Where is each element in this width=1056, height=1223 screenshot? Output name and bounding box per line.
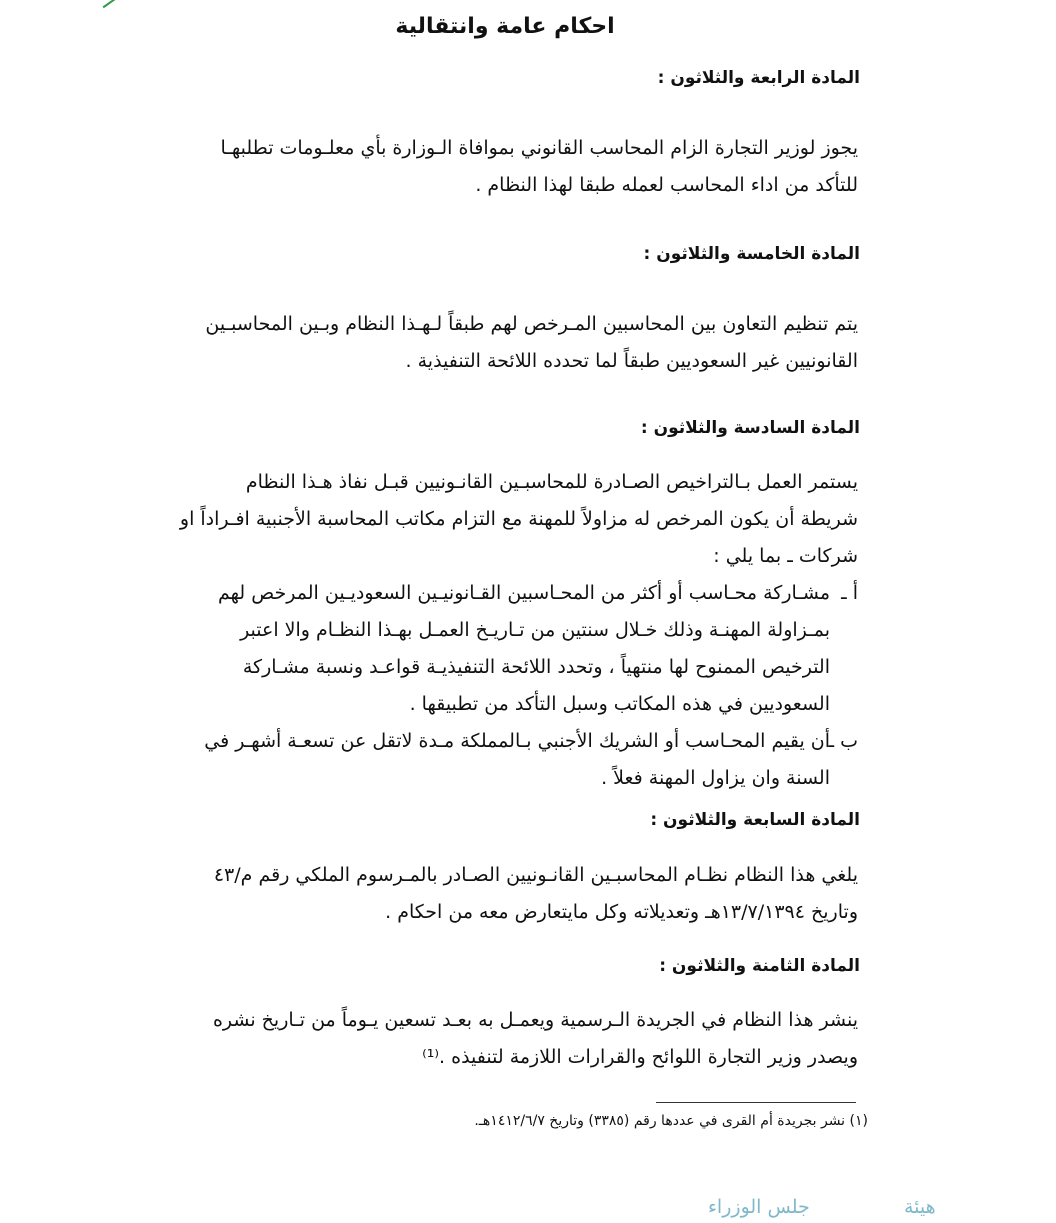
footnote-text: (١) نشر بجريدة أم القرى في عددها رقم (٣٣٨٥) وتاريخ ١٤١٢/٦/٧هـ. <box>474 1113 868 1129</box>
article-37-line-2: وتاريخ ١٣/٧/١٣٩٤هـ وتعديلاته وكل مايتعارض معه من احكام . <box>385 901 858 923</box>
list-item-marker: ب ـ <box>828 730 858 752</box>
article-38-line-2: ويصدر وزير التجارة اللوائح والقرارات اللازمة لتنفيذه .⁽¹⁾ <box>422 1046 858 1068</box>
article-36-line-2: شريطة أن يكون المرخص له مزاولاً للمهنة مع التزام مكاتب المحاسبة الأجنبية افـراداً او <box>179 508 858 530</box>
article-37-heading: المادة السابعة والثلاثون : <box>650 810 860 830</box>
article-34-heading: المادة الرابعة والثلاثون : <box>657 68 860 88</box>
article-38-body <box>158 1002 858 1076</box>
article-36-list <box>158 575 858 797</box>
article-34-body <box>158 130 858 204</box>
list-item-line: السنة وان يزاول المهنة فعلاً . <box>601 767 830 789</box>
list-item <box>158 723 858 797</box>
footnote-divider <box>656 1102 856 1103</box>
article-36-line-1: يستمر العمل بـالتراخيص الصـادرة للمحاسبـين القانـونيين قبـل نفاذ هـذا النظام <box>245 471 858 493</box>
article-37-body <box>158 857 858 931</box>
list-item-line: الترخيص الممنوح لها منتهياً ، وتحدد اللائحة التنفيذيـة قواعـد ونسبة مشـاركة <box>242 656 830 678</box>
document-title: احكام عامة وانتقالية <box>395 14 615 39</box>
article-38-heading: المادة الثامنة والثلاثون : <box>659 956 860 976</box>
article-36-heading: المادة السادسة والثلاثون : <box>640 418 860 438</box>
list-item-line: أن يقيم المحـاسب أو الشريك الأجنبي بـالمملكة مـدة لاتقل عن تسعـة أشهـر في <box>204 730 830 752</box>
article-34-line-2: للتأكد من اداء المحاسب لعمله طبقا لهذا النظام . <box>475 174 858 196</box>
list-item-line: السعوديين في هذه المكاتب وسبل التأكد من تطبيقها . <box>409 693 830 715</box>
article-37-line-1: يلغي هذا النظام نظـام المحاسبـين القانـونيين الصـادر بالمـرسوم الملكي رقم م/٤٣ <box>213 864 858 886</box>
article-36-line-3: شركات ـ بما يلي : <box>713 545 858 567</box>
article-34-line-1: يجوز لوزير التجارة الزام المحاسب القانوني بموافاة الـوزارة بأي معلـومات تطلبهـا <box>220 137 858 159</box>
article-35-line-2: القانونيين غير السعوديين طبقاً لما تحدده اللائحة التنفيذية . <box>405 350 858 372</box>
article-36-body <box>158 464 858 575</box>
footer-watermark-right: هيئة <box>904 1196 936 1218</box>
list-item-line: بمـزاولة المهنـة وذلك خـلال سنتين من تـاريـخ العمـل بهـذا النظـام والا اعتبر <box>240 619 830 641</box>
footer-watermark-left: جلس الوزراء <box>708 1196 810 1218</box>
corner-mark <box>98 0 115 8</box>
list-item-line: مشـاركة محـاسب أو أكثر من المحـاسبين القـانونيـين السعوديـين المرخص لهم <box>218 582 830 604</box>
list-item <box>158 575 858 723</box>
article-35-body <box>158 306 858 380</box>
list-item-marker: أ ـ <box>841 582 858 604</box>
article-35-line-1: يتم تنظيم التعاون بين المحاسبين المـرخص لهم طبقاً لـهـذا النظام وبـين المحاسبـين <box>205 313 858 335</box>
article-38-line-1: ينشر هذا النظام في الجريدة الـرسمية ويعمـل به بعـد تسعين يـوماً من تـاريخ نشره <box>212 1009 858 1031</box>
article-35-heading: المادة الخامسة والثلاثون : <box>643 244 860 264</box>
